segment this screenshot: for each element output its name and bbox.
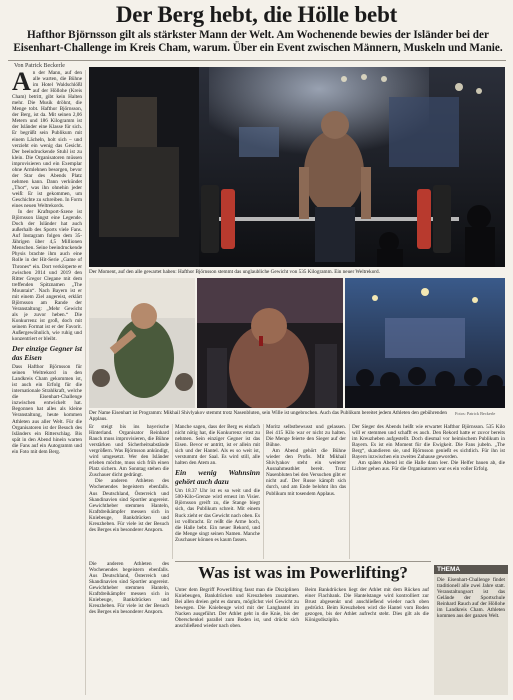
divider bbox=[8, 60, 506, 61]
paragraph: Die anderen Athleten des Wochenendes begeistern ebenfalls. Aus Deutschland, Österreich und Skandinavien sind Sportler angereist. Gewichtheber stemmen Hanteln, Kraftdreikämpfer messen sich in Kniebeuge, Bankdrücken und Kreuzheben. Für viele ist der Besuch des Berges ein besonderer Ansporn. bbox=[89, 478, 169, 533]
photo-crowd-stage bbox=[345, 278, 505, 408]
thema-box bbox=[434, 565, 508, 695]
column-divider bbox=[85, 70, 86, 695]
deck: Hafthor Björnsson gilt als stärkster Mann der Welt. Am Wochenende bewies der Isländer bei der Eisenhart-Challenge im Kreis Cham, warum. Über ein Event zwischen Männern, Muskeln und Manie. bbox=[13, 29, 503, 54]
crowd-photo-caption: Der Name Eisenhart ist Programm: Mikhail Shivlyakov stemmt trotz Nasenbluten, sein Wille ist ungebrochen. Auch das Publikum bereitet jedem Athleten den gebührenden Applaus. bbox=[89, 410, 447, 422]
article-column-2 bbox=[89, 424, 169, 559]
paragraph: Die anderen Athleten des Wochenendes begeistern ebenfalls. Aus Deutschland, Österreich und Skandinavien sind Sportler angereist. Gewichtheber stemmen Hanteln, Kraftdreikämpfer messen sich in Kniebeuge, Bankdrücken und Kreuzheben. Für viele ist der Besuch des Berges ein besonderer Ansporn. bbox=[89, 561, 169, 616]
powerlifting-column-2 bbox=[305, 587, 429, 695]
paragraph: Manche sagen, dass der Berg es einfach nicht nötig hat, die Konkurrenz ernst zu nehmen. Sein einziger Gegner ist das Eisen. Bevor er antritt, ist er allein mit sich und der Hantel. Als es so weit ist, verstummt der Saal. Es wird still, alle halten den Atem an. bbox=[175, 424, 260, 467]
paragraph: Am späten Abend ist die Halle dann leer. Die Helfer bauen ab, die Lichter gehen aus. Für die Organisatoren war es ein voller Erfolg. bbox=[352, 460, 505, 473]
paragraph: Der Sieger des Abends heißt wie erwartet Hafthor Björnsson. 535 Kilo will er stemmen und schafft es auch. Den Rekord hatte er zuvor bereits im Kreuzheben aufgestellt. Doch diesmal vor heimischem Publikum in Bayern. Es ist ein Moment für die Ewigkeit. Die Fans jubeln. „The Berg“, skandieren sie, und Björnsson genießt es sichtlich. Für ihn ist Bayern inzwischen ein zweites Zuhause geworden. bbox=[352, 424, 505, 461]
photo-pointing-athlete bbox=[89, 278, 195, 408]
paragraph: n der Mann, auf den alle warten, die Bühne im Hotel Waldschlößl auf der Höllohe (Kreis Cham) betritt, gibt kein Halten mehr. Die Musik dröhnt, die Menge tobt. Hafthor Björnsson, der Berg, ist da. Mit seinen 2,06 Metern und 186 Kilogramm ist der Isländer eine Klasse für sich. Er begrüßt sein Publikum mit einem Lächeln, holt sich – und verzieht ein wenig das Gesicht. Der beeindruckende Stuhl ist zu klein. Die Organisatoren müssen improvisieren und ein Exemplar ohne Armlehnen besorgen, bevor der Star des Abends Platz nehmen kann. Dann verkündet „Thor“, was ihn ohnehin jeder weiß: Er ist gekommen, um Geschichte zu schreiben. In Form eines neuen Weltrekords. bbox=[12, 70, 82, 210]
main-photo-caption: Der Moment, auf den alle gewartet haben: Hafthor Björnsson stemmt das unglaubliche Gewicht von 535 Kilogramm. Ein neuer Weltrekord. bbox=[89, 269, 380, 275]
article-column-4 bbox=[266, 424, 346, 559]
byline: Von Patrick Beckerle bbox=[14, 63, 65, 69]
column-divider bbox=[349, 424, 350, 559]
article-column-1 bbox=[12, 70, 82, 695]
column-divider bbox=[172, 424, 173, 559]
thema-label: THEMA bbox=[434, 565, 508, 574]
section-title: Was ist was im Powerlifting? bbox=[198, 563, 408, 582]
divider bbox=[175, 561, 431, 562]
paragraph: Moritz selbstbewusst und gelassen. Bei 415 Kilo war er nicht zu halten. Die Menge feierte den Sieger auf der Bühne. bbox=[266, 424, 346, 449]
paragraph: Beim Bankdrücken liegt der Athlet mit dem Rücken auf einer Flachbank. Die Hantelstange wird kontrolliert zur Brust abgesenkt und anschließend wieder nach oben gedrückt. Beim Kreuzheben wird die Hantel vom Boden gezogen, bis der Athlet aufrecht steht. Dies gilt als die Königsdisziplin. bbox=[305, 587, 429, 624]
main-photo-deadlift bbox=[89, 67, 505, 267]
paragraph: In der Kraftsport-Szene ist Björnsson längst eine Legende. Doch der Isländer hat auch außerhalb des Sports viele Fans. Auf Instagram folgen dem 35-Jährigen über 4,5 Millionen Menschen. Seine beeindruckende Physis brachte ihm auch eine Rolle in der Hit-Serie „Game of Thrones“ ein. Dort verkörperte er zwischen 2014 und 2019 den Ritter Gregor Clegane mit dem treffenden Spitznamen „The Mountain“. Nach Bayern ist er mit einem Ziel angereist, erklärt Björnsson am Rande der Veranstaltung: „Mehr Gewicht als je zuvor heben.“ Die Konkurrenz ist groß, doch mit seinem Format ist er der Favorit. Außergewöhnlich, wie ruhig und konzentriert er bleibt. bbox=[12, 209, 82, 343]
subhead: Der einzige Gegner ist das Eisen bbox=[12, 344, 82, 362]
paragraph: Er steigt bis ins bayerische Hinterland. Organisator Reinhard Rauch muss improvisieren, die Bühne verstärken und Sicherheitsabstände vergrößern. Was Björnsson ankündigt, wird umgesetzt. Wer den Isländer erleben möchte, muss sich früh einen Platz sichern. Am Sonntag stehen die Zuschauer dicht gedrängt. bbox=[89, 424, 169, 479]
headline: Der Berg hebt, die Hölle bebt bbox=[115, 2, 398, 27]
paragraph: Unter dem Begriff Powerlifting fasst man die Disziplinen Kniebeugen, Bankdrücken und Kreuzheben zusammen. Bei allen dreien geht es darum, möglichst viel Gewicht zu bewegen. Die Kniebeuge wird mit der Langhantel im Nacken ausgeführt. Der Athlet geht in die Knie, bis der Oberschenkel parallel zum Boden ist, und drückt sich anschließend wieder nach oben. bbox=[175, 587, 299, 630]
photo-lifter-nosebleed bbox=[197, 278, 343, 408]
article-column-5 bbox=[352, 424, 505, 559]
paragraph: Am Abend gehört die Bühne wieder den Profis. Mit Mikhail Shivlyakov steht ein weiterer Ausnahmeathlet bereit. Trotz Nasenbluten bei den Versuchen gibt er nicht auf. Der Russe kämpft sich durch, und am Ende belohnt ihn das Publikum mit tosendem Applaus. bbox=[266, 448, 346, 497]
article-column-2-continued bbox=[89, 561, 169, 695]
article-column-3 bbox=[175, 424, 260, 559]
powerlifting-column-1 bbox=[175, 587, 299, 695]
photo-credit: Fotos: Patrick Beckerle bbox=[455, 411, 496, 416]
paragraph: Um 18.37 Uhr ist es so weit und die 500-Kilo-Grenze wird erneut im Visier. Björnsson greift zu, die Stange biegt sich, das Publikum schreit. Mit einem Ruck zieht er das Gewicht nach oben. Es ist vollbracht. Er reißt die Arme hoch, die Halle bebt. Ein neuer Rekord, und die Menge singt seinen Namen. Manche Zuschauer können es kaum fassen. bbox=[175, 488, 260, 543]
subhead: Ein wenig Wahnsinn gehört auch dazu bbox=[175, 468, 260, 486]
drop-cap: A bbox=[12, 70, 31, 96]
paragraph: Dass Hafthor Björnsson für seinen Weltrekord in den Landkreis Cham gekommen ist, ist auch ein Erfolg für die internationale Strahlkraft, welche die Eisenhart-Challenge inzwischen entwickelt hat. Begonnen hat alles als kleine Veranstaltung, heute kommen Athleten aus aller Welt. Für die Organisatoren ist der Besuch des Isländers ein Ritterschlag. Bis spät in den Abend hinein warten die Fans auf ein Autogramm und ein Foto mit dem Berg. bbox=[12, 364, 82, 455]
column-divider bbox=[263, 424, 264, 559]
thema-text: Die Eisenhart-Challenge findet traditionell alle zwei Jahre statt. Veranstaltungsort ist das Gelände der Sportschule Reinhard Rauch auf der Höllohe im Landkreis Cham. Athleten kommen aus der ganzen Welt. bbox=[437, 577, 505, 620]
